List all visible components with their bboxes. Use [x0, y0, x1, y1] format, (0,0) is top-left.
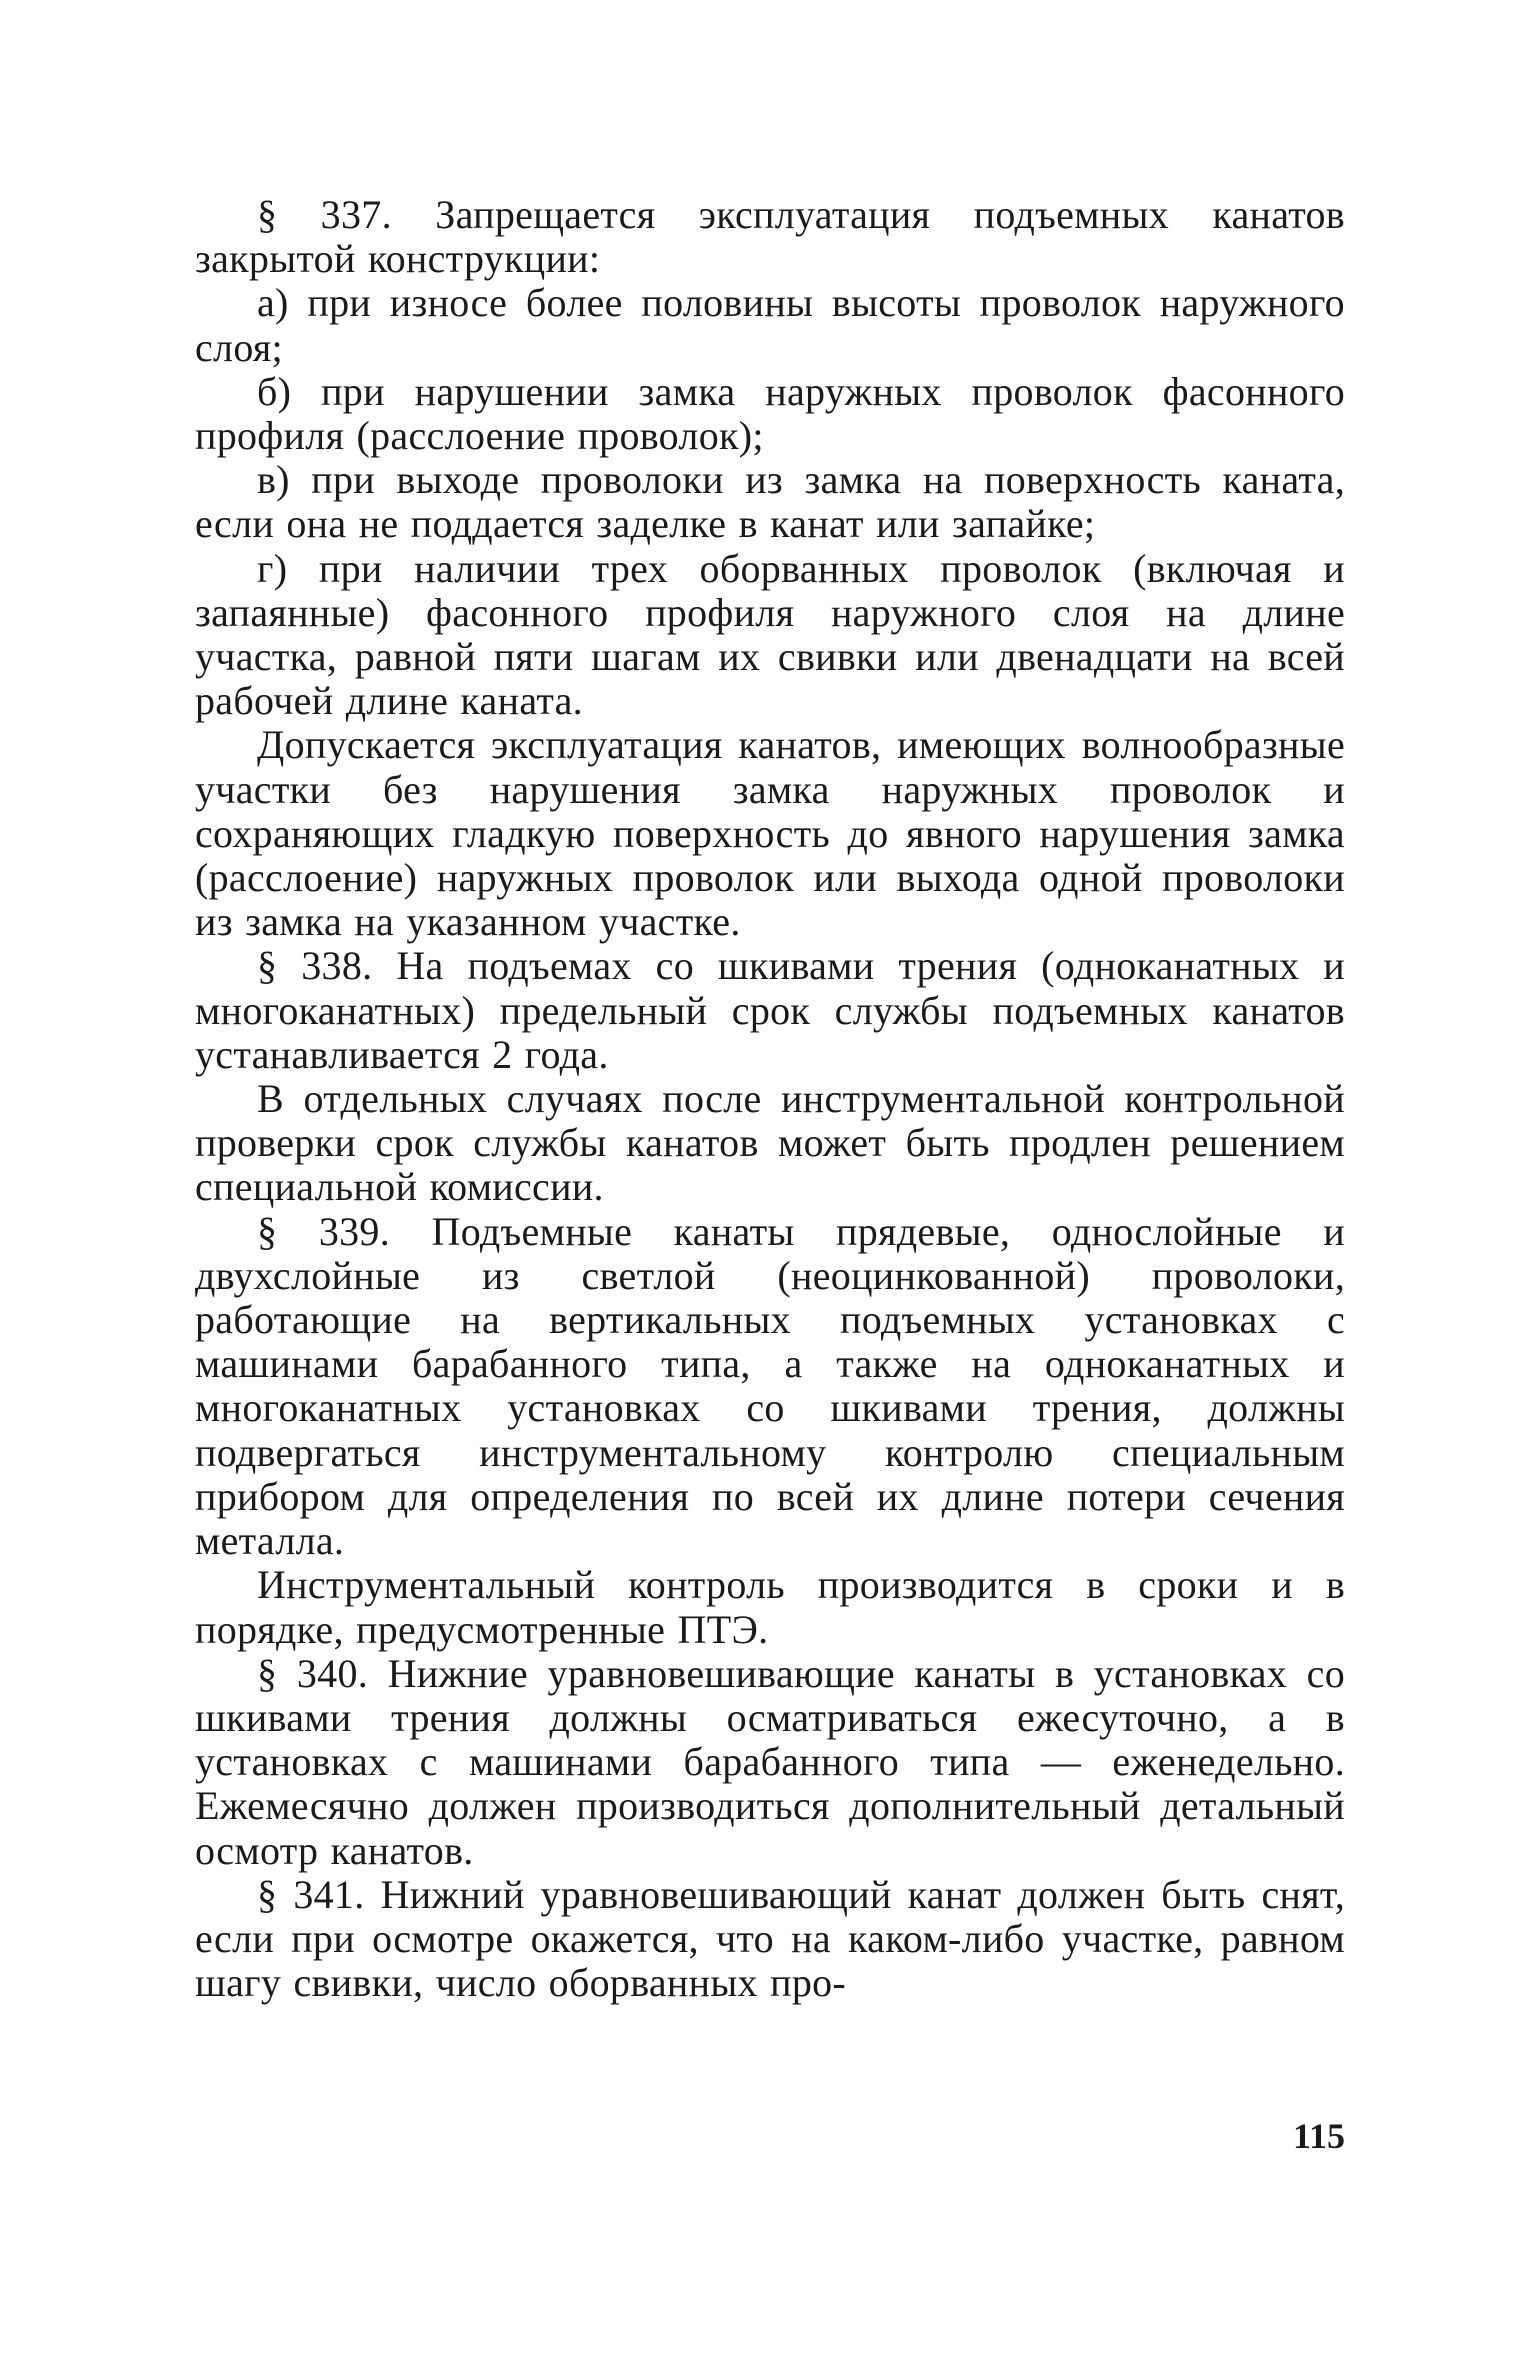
- paragraph-allowance: Допускается эксплуатация канатов, имеющих волнообразные участки без нарушения замка наружных проволок и сохраняющих гладкую поверхность до явного нарушения замка (расслоение) наружных проволок или выхода одной проволоки из замка на указанном участке.: [195, 722, 1345, 945]
- page-body: [195, 193, 1345, 2005]
- list-item-b: б) при нарушении замка наружных проволок фасонного профиля (расслоение проволок);: [195, 368, 1345, 459]
- paragraph-340: § 340. Нижние уравновешивающие канаты в установках со шкивами трения должны осматриваться ежесуточно, а в установках с машинами барабанного типа — еженедельно. Ежемесячно должен производиться дополнительный детальный осмотр канатов.: [195, 1650, 1345, 1873]
- paragraph-341: § 341. Нижний уравновешивающий канат должен быть снят, если при осмотре окажется, что на каком-либо участке, равном шагу свивки, число оборванных про-: [195, 1871, 1345, 2006]
- page-number: 115: [1292, 2116, 1345, 2156]
- list-item-g: г) при наличии трех оборванных проволок (включая и запаянные) фасонного профиля наружного слоя на длине участка, равной пяти шагам их свивки или двенадцати на всей рабочей длине каната.: [195, 545, 1345, 724]
- list-item-v: в) при выходе проволоки из замка на поверхность каната, если она не поддается заделке в канат или запайке;: [195, 457, 1345, 547]
- paragraph-338-extension: В отдельных случаях после инструментальной контрольной проверки срок службы канатов может быть продлен решением специальной комиссии.: [195, 1076, 1345, 1210]
- paragraph-339-control: Инструментальный контроль производится в сроки и в порядке, предусмотренные ПТЭ.: [195, 1562, 1345, 1652]
- paragraph-337-intro: § 337. Запрещается эксплуатация подъемных канатов закрытой конструкции:: [195, 192, 1345, 282]
- list-item-a: а) при износе более половины высоты проволок наружного слоя;: [195, 280, 1345, 370]
- paragraph-339: § 339. Подъемные канаты прядевые, однослойные и двухслойные из светлой (неоцинкованной) проволоки, работающие на вертикальных подъемных установках с машинами барабанного типа, а также на одноканатных и многоканатных установках со шкивами трения, должны подвергаться инструментальному контролю специальным прибором для определения по всей их длине потери сечения металла.: [195, 1208, 1345, 1564]
- paragraph-338: § 338. На подъемах со шкивами трения (одноканатных и многоканатных) предельный срок службы подъемных канатов устанавливается 2 года.: [195, 943, 1345, 1077]
